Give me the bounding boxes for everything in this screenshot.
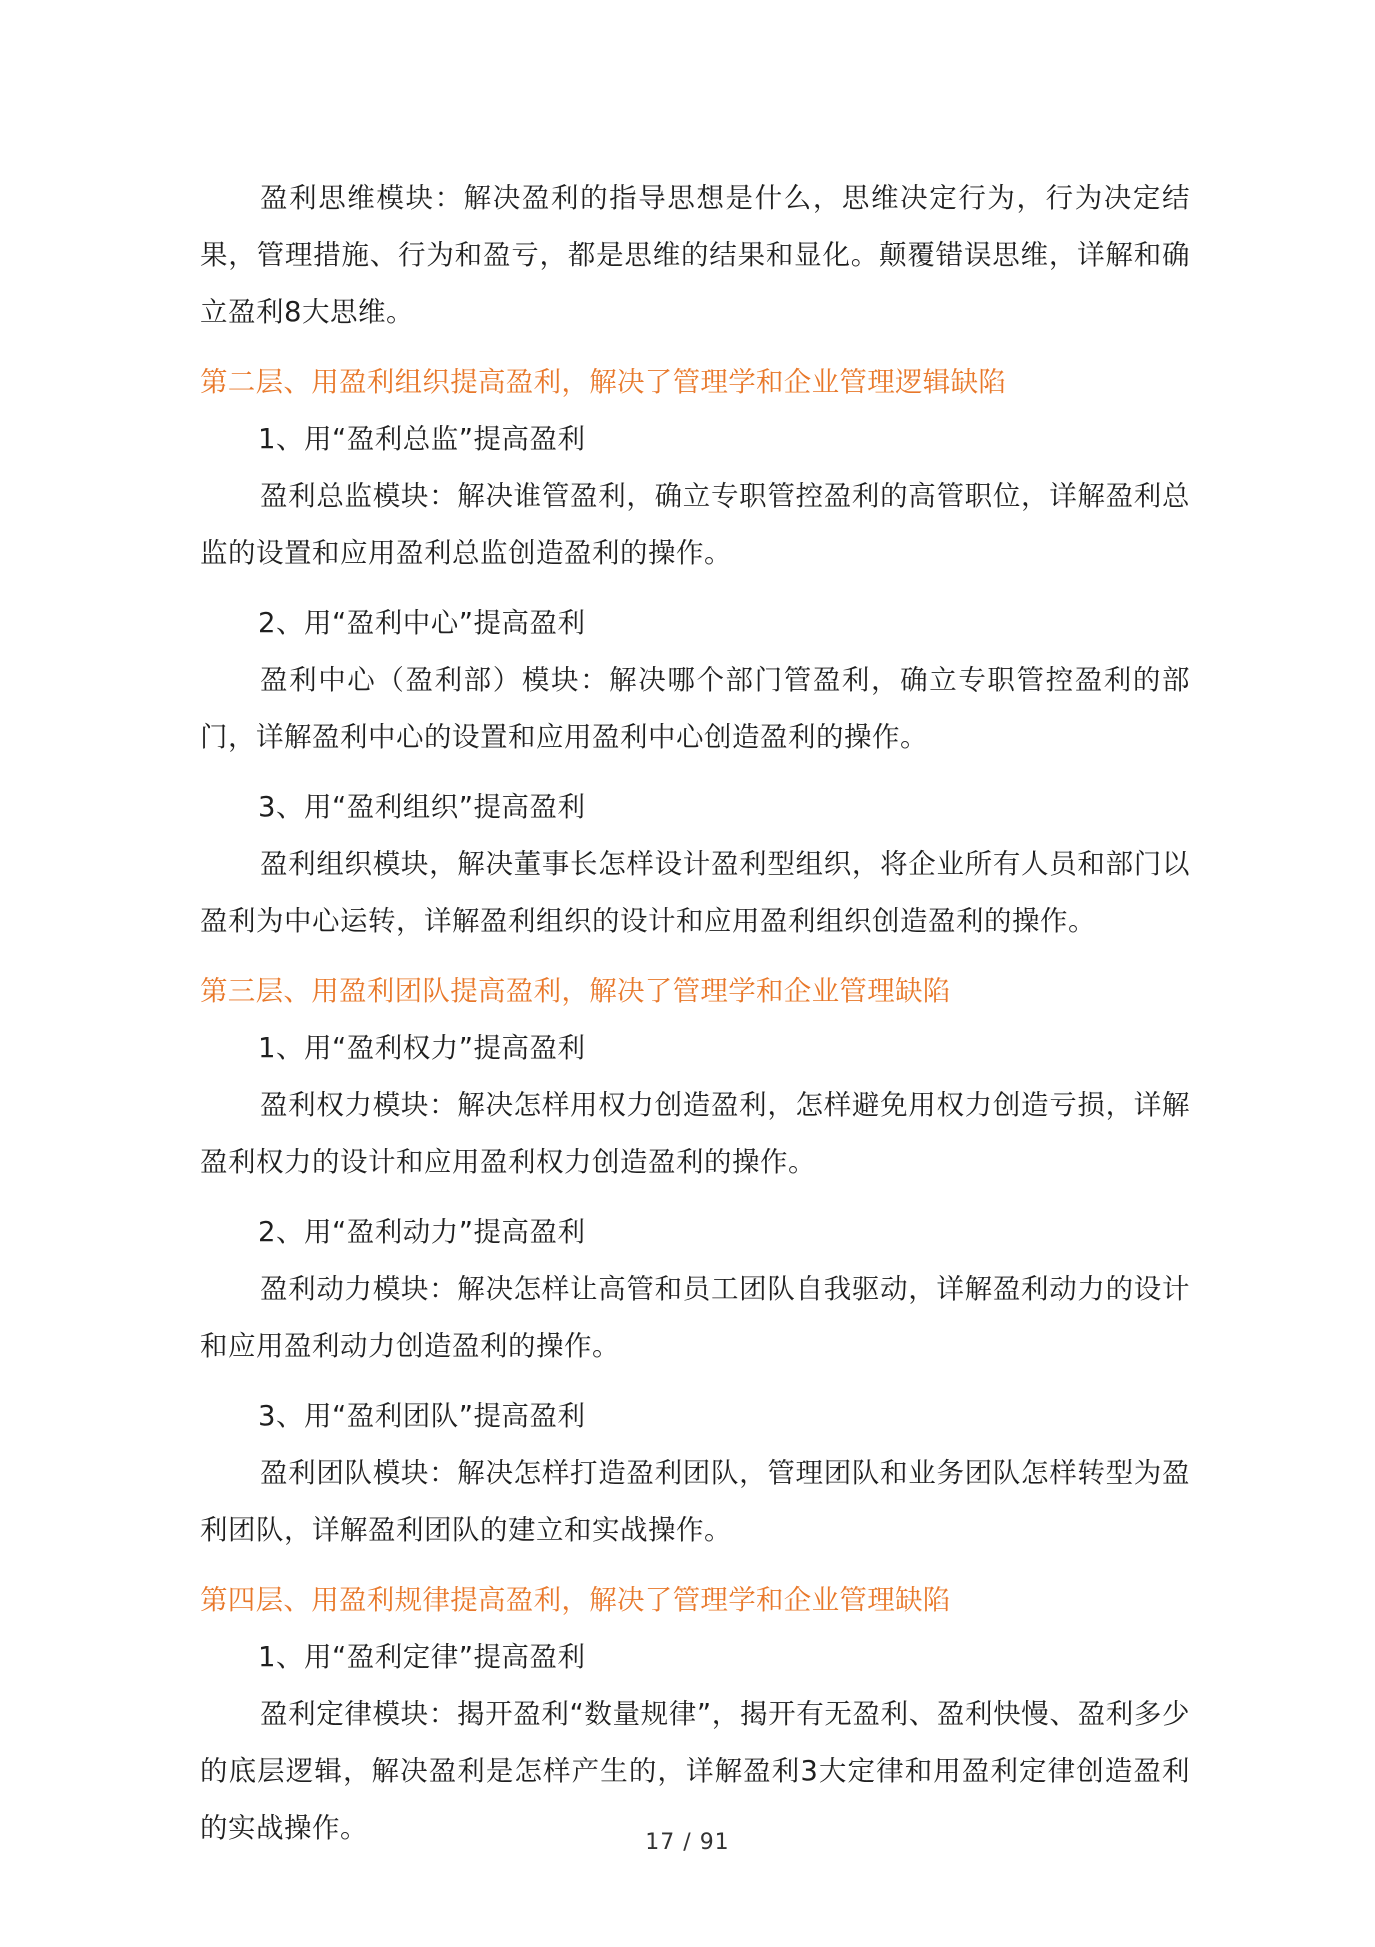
section-heading-layer-4: 第四层、用盈利规律提高盈利，解决了管理学和企业管理缺陷 (200, 1584, 951, 1616)
list-item-profit-law: 1、用“盈利定律”提高盈利 (258, 1641, 586, 1673)
paragraph-text: 盈利组织模块，解决董事长怎样设计盈利型组织，将企业所有人员和部门以盈利为中心运转，详解盈利组织的设计和应用盈利组织创造盈利的操作。 (200, 848, 1190, 937)
page-number: 17 / 91 (645, 1830, 730, 1855)
list-item-profit-center: 2、用“盈利中心”提高盈利 (258, 607, 586, 639)
paragraph-profit-center (200, 652, 1190, 766)
list-item-profit-team: 3、用“盈利团队”提高盈利 (258, 1400, 586, 1432)
paragraph-text: 盈利思维模块：解决盈利的指导思想是什么，思维决定行为，行为决定结果，管理措施、行为和盈亏，都是思维的结果和显化。颠覆错误思维，详解和确立盈利8大思维。 (200, 182, 1190, 328)
paragraph-text: 盈利动力模块：解决怎样让高管和员工团队自我驱动，详解盈利动力的设计和应用盈利动力创造盈利的操作。 (200, 1273, 1190, 1362)
list-item-profit-power: 1、用“盈利权力”提高盈利 (258, 1032, 586, 1064)
paragraph-profit-team (200, 1445, 1190, 1559)
paragraph-profit-power (200, 1077, 1190, 1191)
paragraph-profit-motivation (200, 1261, 1190, 1375)
paragraph-text: 盈利总监模块：解决谁管盈利，确立专职管控盈利的高管职位，详解盈利总监的设置和应用盈利总监创造盈利的操作。 (200, 480, 1190, 569)
list-item-profit-motivation: 2、用“盈利动力”提高盈利 (258, 1216, 586, 1248)
paragraph-text: 盈利权力模块：解决怎样用权力创造盈利，怎样避免用权力创造亏损，详解盈利权力的设计和应用盈利权力创造盈利的操作。 (200, 1089, 1190, 1178)
paragraph-profit-thinking (200, 170, 1190, 341)
paragraph-profit-director (200, 468, 1190, 582)
list-item-profit-director: 1、用“盈利总监”提高盈利 (258, 423, 586, 455)
document-body (200, 170, 1190, 1870)
paragraph-text: 盈利团队模块：解决怎样打造盈利团队，管理团队和业务团队怎样转型为盈利团队，详解盈利团队的建立和实战操作。 (200, 1457, 1190, 1546)
paragraph-text: 盈利中心（盈利部）模块：解决哪个部门管盈利，确立专职管控盈利的部门，详解盈利中心的设置和应用盈利中心创造盈利的操作。 (200, 664, 1190, 753)
paragraph-text: 盈利定律模块：揭开盈利“数量规律”，揭开有无盈利、盈利快慢、盈利多少的底层逻辑，解决盈利是怎样产生的，详解盈利3大定律和用盈利定律创造盈利的实战操作。 (200, 1698, 1190, 1844)
section-heading-layer-2: 第二层、用盈利组织提高盈利，解决了管理学和企业管理逻辑缺陷 (200, 366, 1007, 398)
list-item-profit-organization: 3、用“盈利组织”提高盈利 (258, 791, 586, 823)
section-heading-layer-3: 第三层、用盈利团队提高盈利，解决了管理学和企业管理缺陷 (200, 975, 951, 1007)
paragraph-profit-organization (200, 836, 1190, 950)
